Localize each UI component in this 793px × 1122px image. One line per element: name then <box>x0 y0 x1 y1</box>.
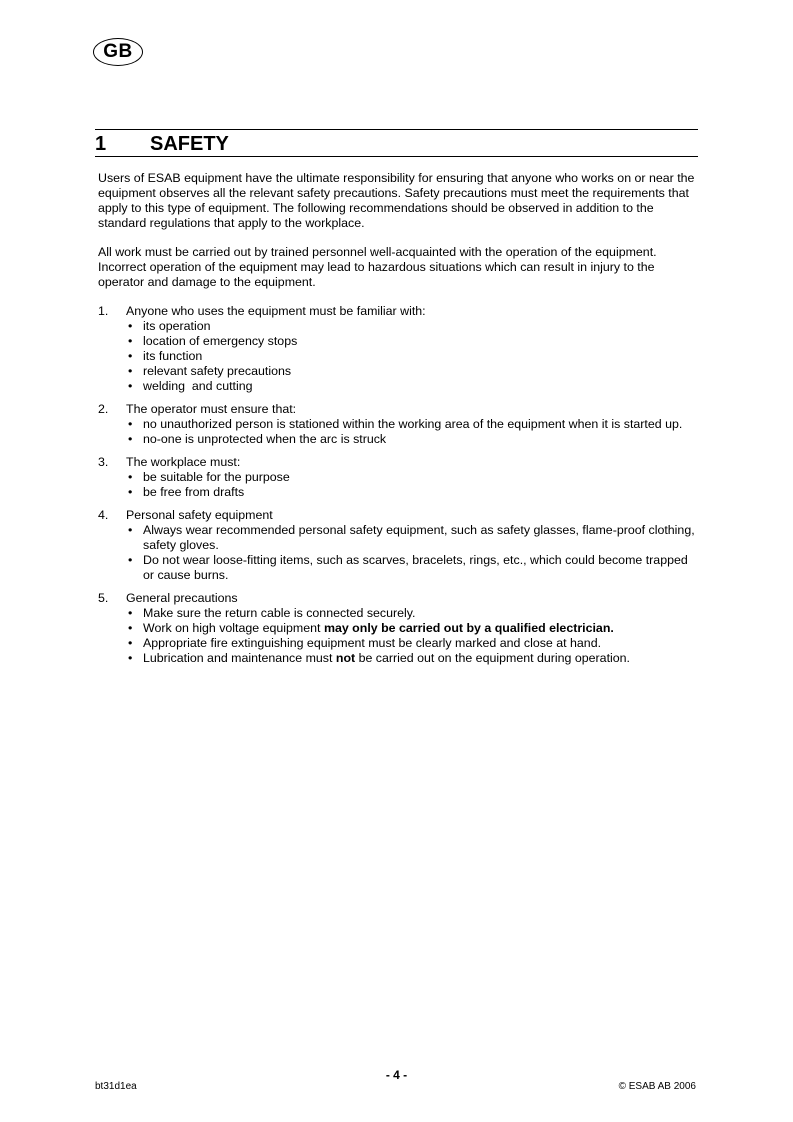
bullet-list <box>126 470 698 500</box>
language-badge: GB <box>93 38 143 66</box>
bullet-icon: • <box>128 379 133 393</box>
intro-paragraph-2: All work must be carried out by trained personnel well-acquainted with the operation of the equipment. Incorrect operation of the equipment may lead to hazardous situations which can result in injury to the operator and damage to the equipment. <box>98 245 657 289</box>
safety-item-2 <box>98 402 698 447</box>
list-item <box>126 636 698 651</box>
list-item-text <box>143 651 630 665</box>
list-item-text: its operation <box>143 319 211 333</box>
list-item-text: relevant safety precautions <box>143 364 292 378</box>
document-code: bt31d1ea <box>95 1081 137 1092</box>
bullet-icon: • <box>128 636 133 650</box>
list-item <box>126 319 698 334</box>
list-item-text: welding and cutting <box>143 379 253 393</box>
item-heading: Personal safety equipment <box>126 508 273 522</box>
bullet-icon: • <box>128 621 133 635</box>
item-heading: The workplace must: <box>126 455 241 469</box>
list-item <box>126 470 698 485</box>
emphasis-text: may only be carried out by a qualified electrician. <box>323 621 614 635</box>
item-number: 5. <box>98 591 109 605</box>
bullet-icon: • <box>128 417 133 431</box>
section-title: SAFETY <box>150 133 229 155</box>
list-item <box>126 379 698 394</box>
copyright-notice: © ESAB AB 2006 <box>618 1081 696 1092</box>
emphasis-text: not <box>335 651 356 665</box>
bullet-icon: • <box>128 553 133 567</box>
list-item <box>126 621 698 636</box>
section-number: 1 <box>95 133 107 155</box>
list-item-text: Do not wear loose-fitting items, such as scarves, bracelets, rings, etc., which could become trapped or cause burns. <box>143 553 688 582</box>
list-item-text-part: Lubrication and maintenance must <box>143 651 336 665</box>
list-item <box>126 606 698 621</box>
list-item-text: no-one is unprotected when the arc is struck <box>143 432 387 446</box>
intro-paragraph-1: Users of ESAB equipment have the ultimate responsibility for ensuring that anyone who works on or near the equipment observes all the relevant safety precautions. Safety precautions must meet the requirements that apply to this type of equipment. The following recommendations should be observed in addition to the standard regulations that apply to the workplace. <box>98 171 695 230</box>
list-item-text-part: be carried out on the equipment during operation. <box>355 651 630 665</box>
list-item <box>126 553 698 583</box>
list-item-text: Appropriate fire extinguishing equipment must be clearly marked and close at hand. <box>143 636 602 650</box>
safety-item-1 <box>98 304 698 394</box>
bullet-icon: • <box>128 470 133 484</box>
list-item-text: its function <box>143 349 203 363</box>
item-heading: General precautions <box>126 591 238 605</box>
bullet-icon: • <box>128 606 133 620</box>
item-number: 4. <box>98 508 109 522</box>
bullet-list <box>126 606 698 666</box>
item-number: 2. <box>98 402 109 416</box>
bullet-icon: • <box>128 334 133 348</box>
list-item <box>126 417 698 432</box>
list-item <box>126 651 698 666</box>
list-item <box>126 485 698 500</box>
item-number: 1. <box>98 304 109 318</box>
section-header <box>95 129 698 157</box>
list-item <box>126 334 698 349</box>
list-item-text: no unauthorized person is stationed within the working area of the equipment when it is started up. <box>143 417 683 431</box>
bullet-icon: • <box>128 651 133 665</box>
safety-item-3 <box>98 455 698 500</box>
list-item <box>126 432 698 447</box>
list-item-text: Make sure the return cable is connected securely. <box>143 606 416 620</box>
list-item-text: Always wear recommended personal safety equipment, such as safety glasses, flame-proof clothing, safety gloves. <box>143 523 695 552</box>
item-number: 3. <box>98 455 109 469</box>
bullet-icon: • <box>128 349 133 363</box>
bullet-icon: • <box>128 319 133 333</box>
list-item <box>126 349 698 364</box>
list-item-text: be free from drafts <box>143 485 245 499</box>
item-heading: The operator must ensure that: <box>126 402 297 416</box>
bullet-list <box>126 523 698 583</box>
document-body <box>98 171 698 674</box>
bullet-list <box>126 417 698 447</box>
bullet-icon: • <box>128 432 133 446</box>
list-item <box>126 523 698 553</box>
bullet-icon: • <box>128 364 133 378</box>
item-heading: Anyone who uses the equipment must be familiar with: <box>126 304 426 318</box>
safety-item-4 <box>98 508 698 583</box>
list-item-text: be suitable for the purpose <box>143 470 290 484</box>
list-item-text-part: Work on high voltage equipment <box>143 621 324 635</box>
bullet-icon: • <box>128 485 133 499</box>
bullet-list <box>126 319 698 394</box>
page-number: - 4 - <box>385 1068 408 1082</box>
list-item-text: location of emergency stops <box>143 334 298 348</box>
safety-list <box>98 304 698 666</box>
list-item-text <box>143 621 614 635</box>
list-item <box>126 364 698 379</box>
bullet-icon: • <box>128 523 133 537</box>
safety-item-5 <box>98 591 698 666</box>
